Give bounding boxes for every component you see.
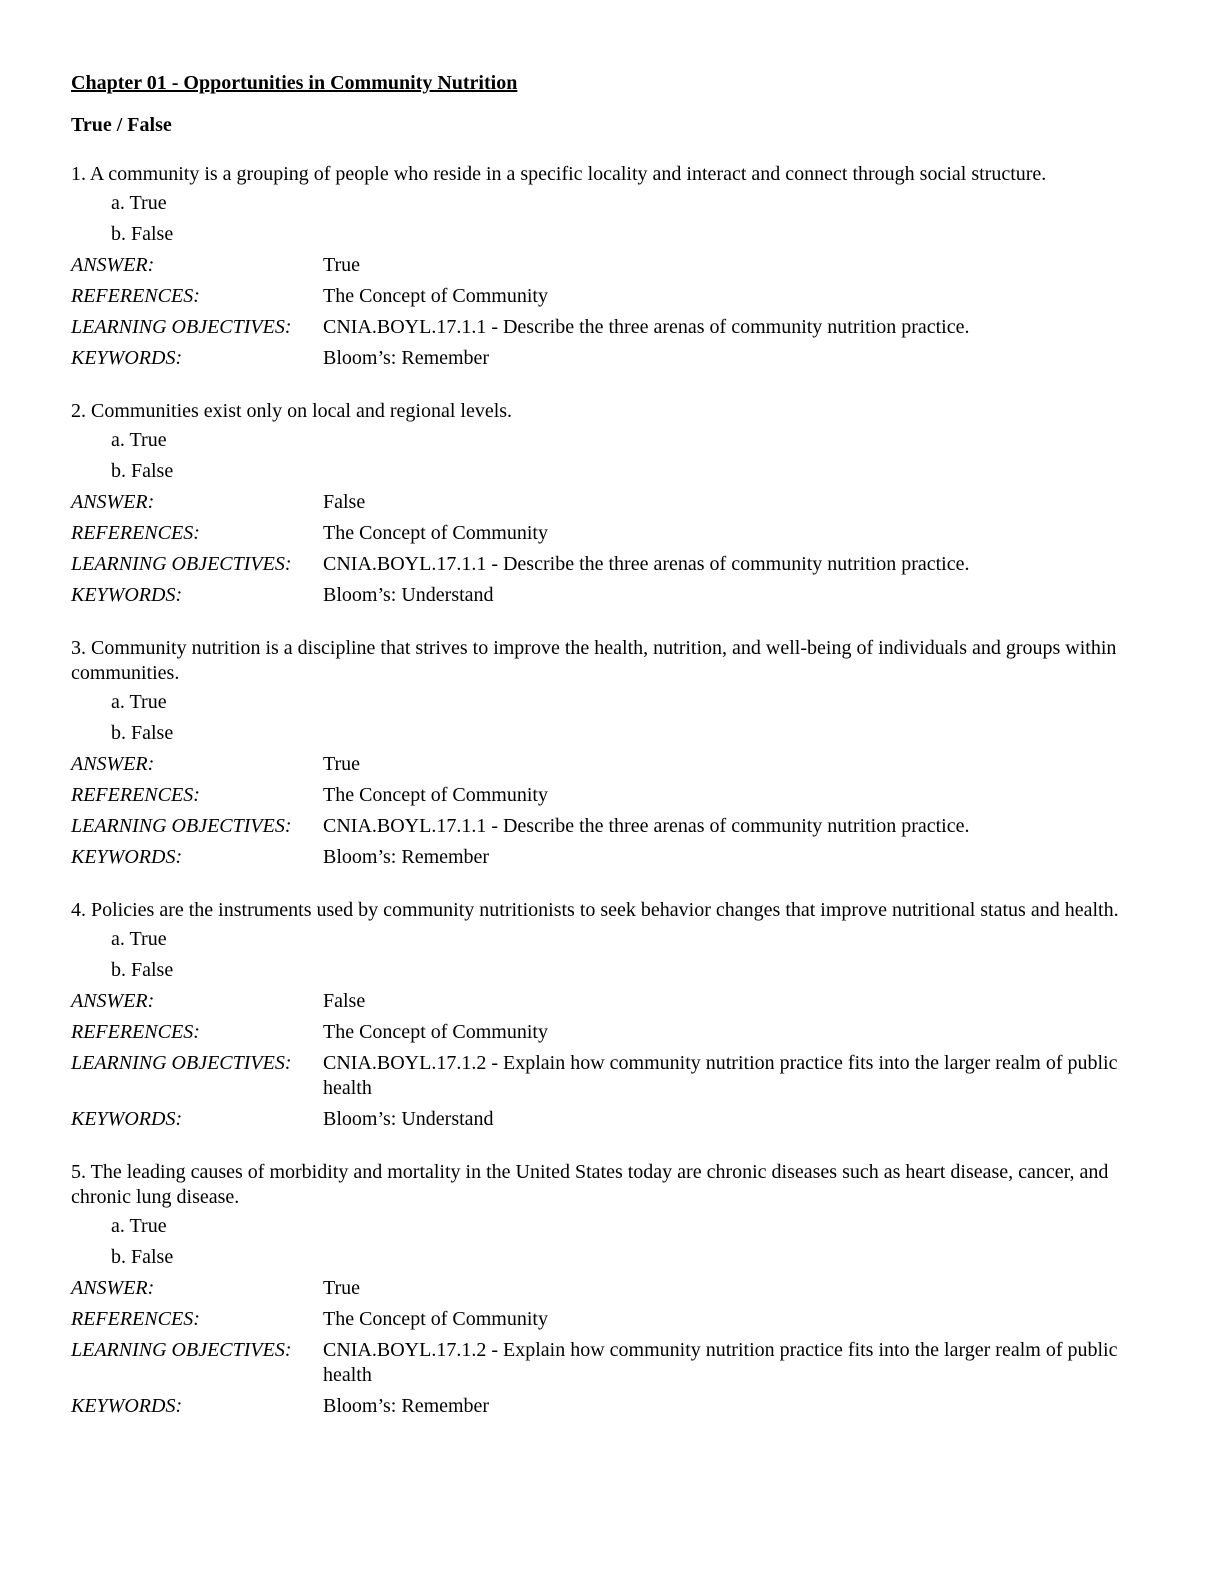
keywords-label: KEYWORDS: [71, 1108, 183, 1130]
answer-label: ANSWER: [71, 990, 155, 1012]
learning-objectives-value: CNIA.BOYL.17.1.2 - Explain how community nutrition practice fits into the larger realm of public health [323, 1339, 1118, 1386]
question-1 [71, 162, 1154, 374]
question-text: 1. A community is a grouping of people who reside in a specific locality and interact and connect through social structure. [71, 163, 1047, 185]
keywords-value: Bloom’s: Understand [323, 584, 494, 606]
learning-objectives-value: CNIA.BOYL.17.1.2 - Explain how community nutrition practice fits into the larger realm of public health [323, 1052, 1118, 1099]
option-false: b. False [111, 722, 174, 744]
learning-objectives-value: CNIA.BOYL.17.1.1 - Describe the three arenas of community nutrition practice. [323, 316, 970, 338]
answer-label: ANSWER: [71, 1277, 155, 1299]
references-label: REFERENCES: [71, 1021, 200, 1043]
answer-value: True [323, 1277, 361, 1299]
keywords-row [71, 1391, 1154, 1422]
answer-row [71, 986, 1154, 1017]
question-4 [71, 898, 1154, 1135]
learning-objectives-row [71, 549, 1154, 580]
answer-row [71, 250, 1154, 281]
references-label: REFERENCES: [71, 285, 200, 307]
references-row [71, 1304, 1154, 1335]
answer-label: ANSWER: [71, 753, 155, 775]
chapter-title: Chapter 01 - Opportunities in Community Nutrition [71, 72, 518, 94]
keywords-value: Bloom’s: Understand [323, 1108, 494, 1130]
question-text: 5. The leading causes of morbidity and mortality in the United States today are chronic diseases such as heart disease, cancer, and chronic lung disease. [71, 1161, 1109, 1208]
keywords-label: KEYWORDS: [71, 846, 183, 868]
option-false: b. False [111, 1246, 174, 1268]
references-label: REFERENCES: [71, 522, 200, 544]
question-text: 3. Community nutrition is a discipline that strives to improve the health, nutrition, and well-being of individuals and groups within communities. [71, 637, 1117, 684]
answer-options [111, 425, 1154, 487]
keywords-value: Bloom’s: Remember [323, 846, 490, 868]
answer-label: ANSWER: [71, 254, 155, 276]
question-3 [71, 636, 1154, 873]
section-title: True / False [71, 114, 172, 136]
answer-options [111, 188, 1154, 250]
learning-objectives-label: LEARNING OBJECTIVES: [71, 1052, 292, 1074]
references-row [71, 518, 1154, 549]
learning-objectives-value: CNIA.BOYL.17.1.1 - Describe the three arenas of community nutrition practice. [323, 815, 970, 837]
references-row [71, 780, 1154, 811]
keywords-label: KEYWORDS: [71, 347, 183, 369]
answer-row [71, 1273, 1154, 1304]
learning-objectives-row [71, 811, 1154, 842]
answer-options [111, 924, 1154, 986]
references-value: The Concept of Community [323, 784, 548, 806]
keywords-value: Bloom’s: Remember [323, 347, 490, 369]
option-true: a. True [111, 1215, 167, 1237]
references-value: The Concept of Community [323, 1021, 548, 1043]
references-label: REFERENCES: [71, 784, 200, 806]
answer-row [71, 487, 1154, 518]
answer-value: True [323, 753, 361, 775]
references-value: The Concept of Community [323, 1308, 548, 1330]
answer-value: False [323, 990, 366, 1012]
references-label: REFERENCES: [71, 1308, 200, 1330]
references-value: The Concept of Community [323, 522, 548, 544]
keywords-label: KEYWORDS: [71, 1395, 183, 1417]
option-true: a. True [111, 429, 167, 451]
answer-options [111, 1211, 1154, 1273]
learning-objectives-row [71, 1335, 1154, 1391]
learning-objectives-label: LEARNING OBJECTIVES: [71, 553, 292, 575]
keywords-row [71, 580, 1154, 611]
keywords-row [71, 842, 1154, 873]
option-false: b. False [111, 959, 174, 981]
learning-objectives-row [71, 312, 1154, 343]
keywords-row [71, 1104, 1154, 1135]
references-row [71, 281, 1154, 312]
option-false: b. False [111, 223, 174, 245]
keywords-value: Bloom’s: Remember [323, 1395, 490, 1417]
option-true: a. True [111, 192, 167, 214]
option-true: a. True [111, 691, 167, 713]
keywords-label: KEYWORDS: [71, 584, 183, 606]
answer-value: True [323, 254, 361, 276]
option-true: a. True [111, 928, 167, 950]
option-false: b. False [111, 460, 174, 482]
answer-value: False [323, 491, 366, 513]
references-value: The Concept of Community [323, 285, 548, 307]
answer-options [111, 687, 1154, 749]
question-text: 4. Policies are the instruments used by community nutritionists to seek behavior changes that improve nutritional status and health. [71, 899, 1119, 921]
learning-objectives-label: LEARNING OBJECTIVES: [71, 316, 292, 338]
question-text: 2. Communities exist only on local and regional levels. [71, 400, 513, 422]
references-row [71, 1017, 1154, 1048]
question-5 [71, 1160, 1154, 1422]
learning-objectives-label: LEARNING OBJECTIVES: [71, 1339, 292, 1361]
question-2 [71, 399, 1154, 611]
learning-objectives-label: LEARNING OBJECTIVES: [71, 815, 292, 837]
keywords-row [71, 343, 1154, 374]
learning-objectives-value: CNIA.BOYL.17.1.1 - Describe the three arenas of community nutrition practice. [323, 553, 970, 575]
learning-objectives-row [71, 1048, 1154, 1104]
answer-row [71, 749, 1154, 780]
answer-label: ANSWER: [71, 491, 155, 513]
